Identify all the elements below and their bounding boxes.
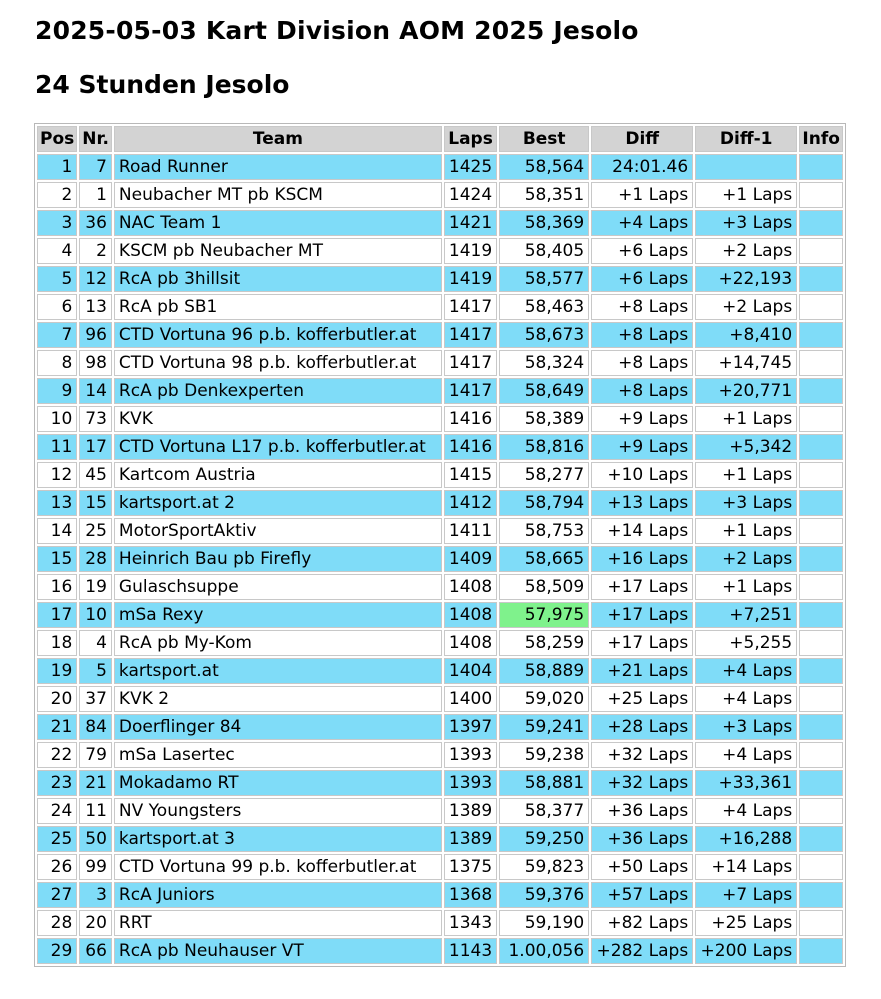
cell-nr: 1 bbox=[79, 182, 112, 208]
cell-info bbox=[799, 826, 843, 852]
cell-info bbox=[799, 490, 843, 516]
cell-diff: +17 Laps bbox=[591, 630, 693, 656]
cell-diff: +1 Laps bbox=[591, 182, 693, 208]
cell-diff: +8 Laps bbox=[591, 350, 693, 376]
cell-diff1: +1 Laps bbox=[695, 462, 797, 488]
cell-diff: +50 Laps bbox=[591, 854, 693, 880]
cell-team: kartsport.at bbox=[114, 658, 442, 684]
table-row bbox=[37, 462, 843, 488]
cell-pos: 23 bbox=[37, 770, 77, 796]
cell-nr: 3 bbox=[79, 882, 112, 908]
cell-pos: 22 bbox=[37, 742, 77, 768]
cell-team: Heinrich Bau pb Firefly bbox=[114, 546, 442, 572]
cell-laps: 1409 bbox=[444, 546, 497, 572]
cell-nr: 98 bbox=[79, 350, 112, 376]
cell-best: 59,020 bbox=[499, 686, 589, 712]
results-table bbox=[34, 123, 846, 967]
cell-pos: 8 bbox=[37, 350, 77, 376]
cell-nr: 66 bbox=[79, 938, 112, 964]
cell-info bbox=[799, 546, 843, 572]
cell-best: 58,463 bbox=[499, 294, 589, 320]
cell-best: 1.00,056 bbox=[499, 938, 589, 964]
cell-nr: 13 bbox=[79, 294, 112, 320]
table-row bbox=[37, 518, 843, 544]
cell-pos: 13 bbox=[37, 490, 77, 516]
cell-nr: 11 bbox=[79, 798, 112, 824]
cell-info bbox=[799, 462, 843, 488]
cell-laps: 1416 bbox=[444, 406, 497, 432]
cell-diff1: +200 Laps bbox=[695, 938, 797, 964]
cell-laps: 1393 bbox=[444, 742, 497, 768]
cell-nr: 2 bbox=[79, 238, 112, 264]
table-row bbox=[37, 574, 843, 600]
cell-nr: 15 bbox=[79, 490, 112, 516]
table-row bbox=[37, 182, 843, 208]
cell-pos: 2 bbox=[37, 182, 77, 208]
cell-laps: 1424 bbox=[444, 182, 497, 208]
cell-nr: 17 bbox=[79, 434, 112, 460]
cell-nr: 79 bbox=[79, 742, 112, 768]
table-row bbox=[37, 882, 843, 908]
cell-laps: 1415 bbox=[444, 462, 497, 488]
cell-diff: +17 Laps bbox=[591, 574, 693, 600]
table-header-row bbox=[37, 126, 843, 152]
cell-best: 58,369 bbox=[499, 210, 589, 236]
cell-nr: 7 bbox=[79, 154, 112, 180]
cell-nr: 50 bbox=[79, 826, 112, 852]
cell-laps: 1408 bbox=[444, 574, 497, 600]
cell-team: RcA pb My-Kom bbox=[114, 630, 442, 656]
table-row bbox=[37, 266, 843, 292]
cell-info bbox=[799, 602, 843, 628]
cell-nr: 12 bbox=[79, 266, 112, 292]
cell-diff1: +7,251 bbox=[695, 602, 797, 628]
table-row bbox=[37, 238, 843, 264]
cell-best: 58,324 bbox=[499, 350, 589, 376]
cell-pos: 4 bbox=[37, 238, 77, 264]
cell-diff: +36 Laps bbox=[591, 798, 693, 824]
header-pos: Pos bbox=[37, 126, 77, 152]
table-row bbox=[37, 742, 843, 768]
cell-pos: 27 bbox=[37, 882, 77, 908]
cell-diff1: +1 Laps bbox=[695, 182, 797, 208]
cell-team: kartsport.at 2 bbox=[114, 490, 442, 516]
cell-team: Doerflinger 84 bbox=[114, 714, 442, 740]
cell-best: 58,509 bbox=[499, 574, 589, 600]
cell-best: 59,823 bbox=[499, 854, 589, 880]
cell-best: 58,673 bbox=[499, 322, 589, 348]
cell-info bbox=[799, 882, 843, 908]
table-row bbox=[37, 798, 843, 824]
cell-pos: 5 bbox=[37, 266, 77, 292]
cell-best: 58,351 bbox=[499, 182, 589, 208]
cell-diff: +10 Laps bbox=[591, 462, 693, 488]
cell-team: RcA pb 3hillsit bbox=[114, 266, 442, 292]
cell-info bbox=[799, 350, 843, 376]
cell-best: 58,889 bbox=[499, 658, 589, 684]
cell-best: 58,665 bbox=[499, 546, 589, 572]
results-body bbox=[37, 154, 843, 964]
cell-diff1: +3 Laps bbox=[695, 210, 797, 236]
cell-pos: 14 bbox=[37, 518, 77, 544]
table-row bbox=[37, 714, 843, 740]
cell-laps: 1343 bbox=[444, 910, 497, 936]
cell-diff: +282 Laps bbox=[591, 938, 693, 964]
cell-laps: 1400 bbox=[444, 686, 497, 712]
cell-diff: +13 Laps bbox=[591, 490, 693, 516]
cell-diff: 24:01.46 bbox=[591, 154, 693, 180]
cell-diff: +6 Laps bbox=[591, 266, 693, 292]
cell-best: 58,816 bbox=[499, 434, 589, 460]
cell-pos: 15 bbox=[37, 546, 77, 572]
cell-diff: +17 Laps bbox=[591, 602, 693, 628]
cell-diff: +25 Laps bbox=[591, 686, 693, 712]
cell-pos: 6 bbox=[37, 294, 77, 320]
cell-laps: 1416 bbox=[444, 434, 497, 460]
cell-best: 58,753 bbox=[499, 518, 589, 544]
cell-diff: +14 Laps bbox=[591, 518, 693, 544]
cell-diff1: +4 Laps bbox=[695, 798, 797, 824]
cell-diff: +36 Laps bbox=[591, 826, 693, 852]
cell-diff1: +4 Laps bbox=[695, 742, 797, 768]
table-row bbox=[37, 658, 843, 684]
cell-best: 59,241 bbox=[499, 714, 589, 740]
cell-info bbox=[799, 854, 843, 880]
cell-laps: 1393 bbox=[444, 770, 497, 796]
cell-diff: +8 Laps bbox=[591, 294, 693, 320]
header-laps: Laps bbox=[444, 126, 497, 152]
cell-diff1: +4 Laps bbox=[695, 686, 797, 712]
cell-nr: 5 bbox=[79, 658, 112, 684]
cell-nr: 21 bbox=[79, 770, 112, 796]
table-row bbox=[37, 910, 843, 936]
cell-info bbox=[799, 770, 843, 796]
cell-laps: 1417 bbox=[444, 350, 497, 376]
cell-nr: 4 bbox=[79, 630, 112, 656]
cell-best: 59,250 bbox=[499, 826, 589, 852]
table-row bbox=[37, 770, 843, 796]
cell-diff1: +20,771 bbox=[695, 378, 797, 404]
cell-nr: 96 bbox=[79, 322, 112, 348]
cell-laps: 1375 bbox=[444, 854, 497, 880]
header-nr: Nr. bbox=[79, 126, 112, 152]
cell-team: NAC Team 1 bbox=[114, 210, 442, 236]
cell-nr: 36 bbox=[79, 210, 112, 236]
cell-info bbox=[799, 210, 843, 236]
cell-diff: +16 Laps bbox=[591, 546, 693, 572]
table-row bbox=[37, 154, 843, 180]
cell-info bbox=[799, 266, 843, 292]
cell-best: 58,564 bbox=[499, 154, 589, 180]
cell-diff1: +5,342 bbox=[695, 434, 797, 460]
cell-diff: +9 Laps bbox=[591, 406, 693, 432]
cell-diff1: +4 Laps bbox=[695, 658, 797, 684]
cell-diff1: +1 Laps bbox=[695, 574, 797, 600]
cell-info bbox=[799, 686, 843, 712]
cell-team: CTD Vortuna L17 p.b. kofferbutler.at bbox=[114, 434, 442, 460]
cell-info bbox=[799, 294, 843, 320]
cell-diff1: +25 Laps bbox=[695, 910, 797, 936]
cell-diff: +32 Laps bbox=[591, 742, 693, 768]
cell-laps: 1404 bbox=[444, 658, 497, 684]
cell-nr: 99 bbox=[79, 854, 112, 880]
cell-best: 58,377 bbox=[499, 798, 589, 824]
cell-diff1: +3 Laps bbox=[695, 490, 797, 516]
cell-best: 59,376 bbox=[499, 882, 589, 908]
cell-pos: 1 bbox=[37, 154, 77, 180]
cell-laps: 1425 bbox=[444, 154, 497, 180]
cell-best: 58,649 bbox=[499, 378, 589, 404]
cell-pos: 18 bbox=[37, 630, 77, 656]
cell-pos: 3 bbox=[37, 210, 77, 236]
cell-best: 58,577 bbox=[499, 266, 589, 292]
header-best: Best bbox=[499, 126, 589, 152]
table-row bbox=[37, 350, 843, 376]
cell-info bbox=[799, 714, 843, 740]
cell-pos: 20 bbox=[37, 686, 77, 712]
cell-best: 58,794 bbox=[499, 490, 589, 516]
cell-diff: +8 Laps bbox=[591, 322, 693, 348]
table-row bbox=[37, 602, 843, 628]
table-row bbox=[37, 854, 843, 880]
cell-pos: 25 bbox=[37, 826, 77, 852]
cell-team: mSa Rexy bbox=[114, 602, 442, 628]
cell-diff1: +8,410 bbox=[695, 322, 797, 348]
cell-diff1: +14 Laps bbox=[695, 854, 797, 880]
cell-team: RcA Juniors bbox=[114, 882, 442, 908]
cell-info bbox=[799, 518, 843, 544]
cell-team: NV Youngsters bbox=[114, 798, 442, 824]
cell-laps: 1417 bbox=[444, 378, 497, 404]
cell-diff1: +2 Laps bbox=[695, 294, 797, 320]
cell-diff1: +1 Laps bbox=[695, 518, 797, 544]
header-diff: Diff bbox=[591, 126, 693, 152]
cell-info bbox=[799, 910, 843, 936]
header-team: Team bbox=[114, 126, 442, 152]
cell-best: 58,259 bbox=[499, 630, 589, 656]
cell-diff1: +5,255 bbox=[695, 630, 797, 656]
cell-laps: 1417 bbox=[444, 294, 497, 320]
cell-best: 58,389 bbox=[499, 406, 589, 432]
cell-nr: 45 bbox=[79, 462, 112, 488]
table-row bbox=[37, 826, 843, 852]
cell-team: RRT bbox=[114, 910, 442, 936]
cell-pos: 29 bbox=[37, 938, 77, 964]
cell-team: KVK bbox=[114, 406, 442, 432]
cell-diff1: +16,288 bbox=[695, 826, 797, 852]
cell-info bbox=[799, 742, 843, 768]
cell-pos: 24 bbox=[37, 798, 77, 824]
cell-nr: 37 bbox=[79, 686, 112, 712]
header-diff1: Diff-1 bbox=[695, 126, 797, 152]
table-row bbox=[37, 322, 843, 348]
cell-best: 58,405 bbox=[499, 238, 589, 264]
page-title: 2025-05-03 Kart Division AOM 2025 Jesolo bbox=[35, 16, 639, 45]
cell-laps: 1408 bbox=[444, 630, 497, 656]
cell-best: 59,190 bbox=[499, 910, 589, 936]
cell-diff1: +14,745 bbox=[695, 350, 797, 376]
cell-team: RcA pb Neuhauser VT bbox=[114, 938, 442, 964]
cell-diff: +21 Laps bbox=[591, 658, 693, 684]
cell-laps: 1412 bbox=[444, 490, 497, 516]
cell-team: mSa Lasertec bbox=[114, 742, 442, 768]
cell-team: MotorSportAktiv bbox=[114, 518, 442, 544]
cell-team: Mokadamo RT bbox=[114, 770, 442, 796]
cell-info bbox=[799, 154, 843, 180]
table-row bbox=[37, 938, 843, 964]
event-subtitle: 24 Stunden Jesolo bbox=[35, 70, 290, 99]
table-row bbox=[37, 378, 843, 404]
cell-pos: 17 bbox=[37, 602, 77, 628]
cell-laps: 1419 bbox=[444, 238, 497, 264]
cell-nr: 14 bbox=[79, 378, 112, 404]
cell-pos: 11 bbox=[37, 434, 77, 460]
cell-pos: 12 bbox=[37, 462, 77, 488]
cell-nr: 28 bbox=[79, 546, 112, 572]
cell-best: 58,881 bbox=[499, 770, 589, 796]
cell-team: CTD Vortuna 96 p.b. kofferbutler.at bbox=[114, 322, 442, 348]
cell-laps: 1411 bbox=[444, 518, 497, 544]
table-row bbox=[37, 546, 843, 572]
cell-pos: 21 bbox=[37, 714, 77, 740]
cell-best: 58,277 bbox=[499, 462, 589, 488]
cell-diff1: +22,193 bbox=[695, 266, 797, 292]
cell-team: CTD Vortuna 98 p.b. kofferbutler.at bbox=[114, 350, 442, 376]
cell-diff1: +2 Laps bbox=[695, 546, 797, 572]
cell-laps: 1419 bbox=[444, 266, 497, 292]
cell-diff: +82 Laps bbox=[591, 910, 693, 936]
cell-nr: 25 bbox=[79, 518, 112, 544]
cell-team: Kartcom Austria bbox=[114, 462, 442, 488]
cell-pos: 9 bbox=[37, 378, 77, 404]
cell-info bbox=[799, 378, 843, 404]
cell-diff: +6 Laps bbox=[591, 238, 693, 264]
table-row bbox=[37, 210, 843, 236]
table-row bbox=[37, 406, 843, 432]
table-row bbox=[37, 686, 843, 712]
cell-diff1 bbox=[695, 154, 797, 180]
cell-nr: 10 bbox=[79, 602, 112, 628]
cell-diff1: +33,361 bbox=[695, 770, 797, 796]
cell-info bbox=[799, 630, 843, 656]
cell-laps: 1397 bbox=[444, 714, 497, 740]
cell-info bbox=[799, 406, 843, 432]
cell-pos: 10 bbox=[37, 406, 77, 432]
cell-laps: 1143 bbox=[444, 938, 497, 964]
cell-nr: 19 bbox=[79, 574, 112, 600]
cell-info bbox=[799, 574, 843, 600]
table-row bbox=[37, 630, 843, 656]
cell-pos: 19 bbox=[37, 658, 77, 684]
cell-diff1: +1 Laps bbox=[695, 406, 797, 432]
cell-laps: 1417 bbox=[444, 322, 497, 348]
cell-laps: 1389 bbox=[444, 798, 497, 824]
cell-info bbox=[799, 434, 843, 460]
cell-best: 59,238 bbox=[499, 742, 589, 768]
cell-team: RcA pb Denkexperten bbox=[114, 378, 442, 404]
table-row bbox=[37, 434, 843, 460]
cell-info bbox=[799, 322, 843, 348]
cell-laps: 1368 bbox=[444, 882, 497, 908]
cell-info bbox=[799, 798, 843, 824]
cell-diff: +32 Laps bbox=[591, 770, 693, 796]
cell-pos: 28 bbox=[37, 910, 77, 936]
cell-diff: +8 Laps bbox=[591, 378, 693, 404]
cell-pos: 26 bbox=[37, 854, 77, 880]
cell-info bbox=[799, 238, 843, 264]
cell-team: KSCM pb Neubacher MT bbox=[114, 238, 442, 264]
cell-team: Gulaschsuppe bbox=[114, 574, 442, 600]
table-row bbox=[37, 294, 843, 320]
cell-diff1: +7 Laps bbox=[695, 882, 797, 908]
cell-nr: 84 bbox=[79, 714, 112, 740]
header-info: Info bbox=[799, 126, 843, 152]
cell-team: KVK 2 bbox=[114, 686, 442, 712]
cell-diff1: +3 Laps bbox=[695, 714, 797, 740]
cell-diff: +57 Laps bbox=[591, 882, 693, 908]
cell-team: RcA pb SB1 bbox=[114, 294, 442, 320]
cell-info bbox=[799, 938, 843, 964]
cell-laps: 1421 bbox=[444, 210, 497, 236]
cell-diff: +4 Laps bbox=[591, 210, 693, 236]
cell-team: Road Runner bbox=[114, 154, 442, 180]
cell-pos: 7 bbox=[37, 322, 77, 348]
cell-info bbox=[799, 182, 843, 208]
table-row bbox=[37, 490, 843, 516]
cell-team: CTD Vortuna 99 p.b. kofferbutler.at bbox=[114, 854, 442, 880]
cell-nr: 73 bbox=[79, 406, 112, 432]
cell-diff: +9 Laps bbox=[591, 434, 693, 460]
cell-laps: 1408 bbox=[444, 602, 497, 628]
cell-info bbox=[799, 658, 843, 684]
cell-pos: 16 bbox=[37, 574, 77, 600]
cell-laps: 1389 bbox=[444, 826, 497, 852]
cell-diff1: +2 Laps bbox=[695, 238, 797, 264]
cell-best: 57,975 bbox=[499, 602, 589, 628]
cell-team: kartsport.at 3 bbox=[114, 826, 442, 852]
cell-diff: +28 Laps bbox=[591, 714, 693, 740]
cell-team: Neubacher MT pb KSCM bbox=[114, 182, 442, 208]
cell-nr: 20 bbox=[79, 910, 112, 936]
